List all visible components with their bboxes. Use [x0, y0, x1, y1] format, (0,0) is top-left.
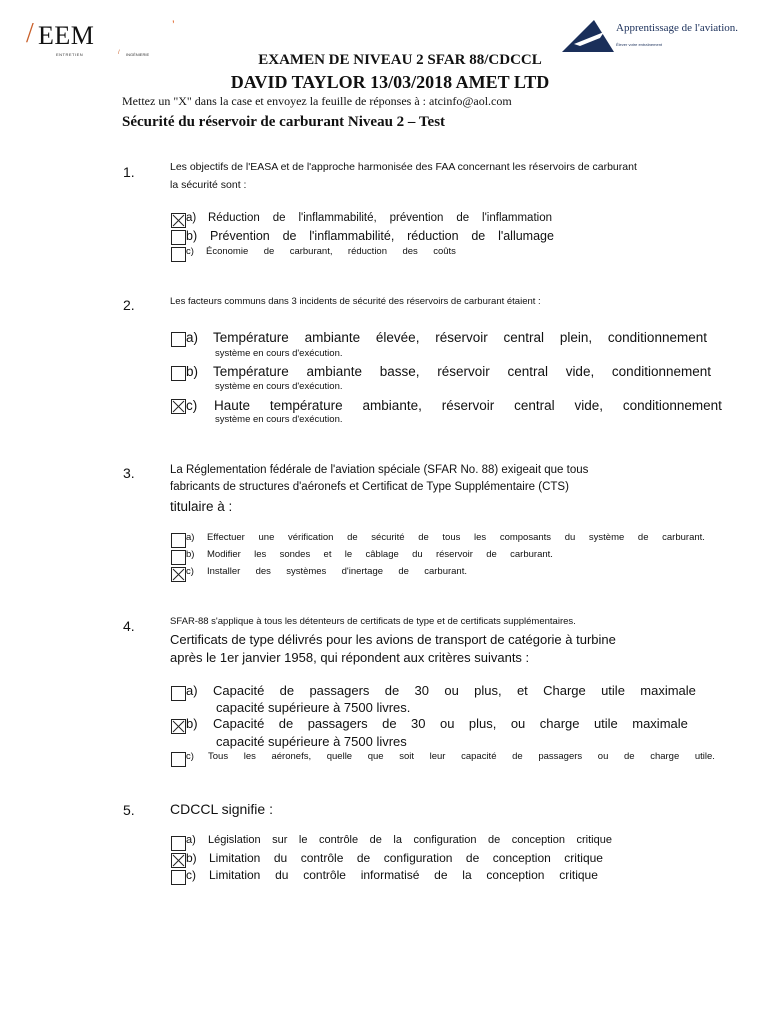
question-number: 5. — [123, 802, 135, 818]
question-text: Les facteurs communs dans 3 incidents de sécurité des réservoirs de carburant étaient : — [170, 296, 541, 307]
option-word: réservoir — [435, 549, 473, 560]
option-word: du — [564, 532, 576, 543]
option-word: réduction — [347, 246, 388, 257]
option-text — [207, 549, 553, 560]
option-word: et — [516, 683, 528, 698]
option-word: de — [512, 751, 523, 762]
option-word: Limitation — [209, 851, 261, 865]
option-text — [213, 330, 707, 345]
option-word: basse, — [379, 364, 420, 379]
option-word: sécurité — [371, 532, 405, 543]
option-word: Température — [213, 364, 289, 379]
option-word: coûts — [433, 246, 456, 257]
option-word: maximale — [632, 716, 688, 731]
option-word: passagers — [538, 751, 583, 762]
option-text — [206, 246, 456, 257]
option-word: 30 — [411, 716, 426, 731]
option-word: de — [471, 229, 486, 243]
option-word: de — [369, 834, 382, 846]
option-text — [208, 834, 612, 846]
option-letter: a) — [186, 532, 195, 543]
option-word: de — [488, 834, 501, 846]
option-word: de — [356, 851, 371, 865]
option-word: conditionnement — [611, 364, 711, 379]
option-continuation: capacité supérieure à 7500 livres — [216, 734, 407, 749]
option-word: de — [278, 716, 294, 731]
option-word: configuration — [383, 851, 453, 865]
option-word: tous — [442, 532, 461, 543]
option-word: l'allumage — [498, 229, 554, 243]
option-word: conception — [486, 868, 545, 882]
option-word: Législation — [208, 834, 261, 846]
option-word: de — [465, 851, 480, 865]
x-mark-icon — [172, 568, 185, 581]
instruction-text: Mettez un "X" dans la case et envoyez la feuille de réponses à : atcinfo@aol.com — [122, 94, 512, 108]
option-word: sondes — [279, 549, 311, 560]
option-word: maximale — [640, 683, 696, 698]
option-word: et — [323, 549, 332, 560]
option-word: Installer — [207, 566, 241, 577]
option-letter: c) — [186, 566, 194, 577]
option-word: conditionnement — [622, 398, 722, 413]
option-continuation: capacité supérieure à 7500 livres. — [216, 700, 411, 715]
option-word: le — [344, 549, 353, 560]
option-word: contrôle — [318, 834, 359, 846]
option-word: l'inflammabilité, — [309, 229, 395, 243]
option-word: du — [412, 549, 423, 560]
option-letter: a) — [186, 834, 196, 846]
option-word: central — [503, 330, 545, 345]
option-word: de — [418, 532, 429, 543]
option-word: Charge — [543, 683, 586, 698]
option-word: configuration — [413, 834, 477, 846]
option-word: ou — [597, 751, 609, 762]
question-number: 1. — [123, 164, 135, 180]
option-word: leur — [429, 751, 446, 762]
option-word: élevée, — [375, 330, 420, 345]
logo-name: Apprentissage de l'aviation. — [616, 22, 739, 34]
option-word: de — [347, 532, 358, 543]
option-word: critique — [559, 868, 598, 882]
option-word: critique — [576, 834, 612, 846]
option-letter: b) — [186, 716, 198, 731]
question-text: fabricants de structures d'aéronefs et Certificat de Type Supplémentaire (CTS) — [170, 481, 569, 493]
option-word: température — [269, 398, 343, 413]
option-word: du — [273, 851, 288, 865]
option-word: systèmes — [286, 566, 327, 577]
option-word: contrôle — [300, 851, 344, 865]
logo-divider-icon: / — [118, 50, 120, 56]
option-word: du — [275, 868, 289, 882]
option-word: prévention — [389, 212, 444, 224]
option-word: réduction — [407, 229, 459, 243]
option-word: de — [282, 229, 297, 243]
option-word: Modifier — [207, 549, 241, 560]
option-text — [207, 566, 467, 577]
answer-checkbox[interactable] — [171, 836, 186, 851]
option-word: ambiante, — [362, 398, 422, 413]
option-word: réservoir — [437, 364, 490, 379]
option-word: ou — [510, 716, 526, 731]
option-word: passagers — [307, 716, 368, 731]
option-word: plus, — [474, 683, 502, 698]
option-word: ou — [444, 683, 459, 698]
option-word: quelle — [326, 751, 353, 762]
option-word: réservoir — [435, 330, 488, 345]
option-text — [209, 851, 603, 865]
candidate-line: DAVID TAYLOR 13/03/2018 AMET LTD — [230, 72, 550, 92]
answer-checkbox[interactable] — [171, 870, 186, 885]
option-word: Économie — [206, 246, 249, 257]
logo-mark: EEM — [38, 21, 95, 50]
option-word: contrôle — [303, 868, 346, 882]
option-letter: b) — [186, 229, 198, 243]
answer-checkbox[interactable] — [171, 853, 186, 868]
logo-line-2: INGÉNIERIE — [126, 52, 150, 57]
logo-line-1: ENTRETIEN — [56, 52, 84, 57]
aircraft-triangle-icon — [560, 18, 616, 54]
question-text: après le 1er janvier 1958, qui répondent aux critères suivants : — [170, 650, 530, 665]
option-letter: a) — [186, 683, 198, 698]
test-subtitle: Sécurité du réservoir de carburant Niveau 2 – Test — [122, 114, 446, 130]
option-word: des — [402, 246, 418, 257]
answer-checkbox[interactable] — [171, 366, 186, 381]
option-word: les — [474, 532, 487, 543]
option-letter: b) — [186, 851, 197, 865]
logo-tagline: Élever votre entraînement — [616, 42, 663, 47]
option-word: Réduction — [208, 212, 260, 224]
option-letter: c) — [186, 246, 194, 257]
option-letter: c) — [186, 398, 198, 413]
question-text: la sécurité sont : — [170, 179, 247, 191]
option-word: capacité — [461, 751, 497, 762]
option-word: des — [255, 566, 271, 577]
option-word: la — [393, 834, 402, 846]
x-mark-icon — [172, 720, 185, 733]
option-word: de — [486, 549, 497, 560]
option-word: utile — [593, 716, 618, 731]
x-mark-icon — [172, 854, 185, 867]
option-word: carburant. — [662, 532, 705, 543]
option-word: sur — [272, 834, 288, 846]
option-word: la — [462, 868, 472, 882]
answer-checkbox[interactable] — [171, 230, 186, 245]
option-word: l'inflammabilité, — [298, 212, 377, 224]
option-word: de — [434, 868, 448, 882]
aviation-training-logo — [560, 16, 750, 56]
option-continuation: système en cours d'exécution. — [215, 414, 343, 425]
option-word: Température — [213, 330, 289, 345]
option-letter: c) — [186, 751, 194, 762]
option-word: de — [272, 212, 286, 224]
option-text — [207, 532, 705, 543]
option-word: que — [367, 751, 384, 762]
option-word: informatisé — [360, 868, 420, 882]
option-word: central — [507, 364, 548, 379]
option-word: vide, — [565, 364, 595, 379]
question-number: 4. — [123, 618, 135, 634]
option-word: système — [588, 532, 625, 543]
option-word: Tous — [208, 751, 229, 762]
option-word: critique — [564, 851, 603, 865]
answer-checkbox[interactable] — [171, 213, 186, 228]
option-word: conception — [492, 851, 551, 865]
option-text — [208, 751, 715, 762]
option-text — [213, 683, 696, 698]
answer-checkbox[interactable] — [171, 332, 186, 347]
option-word: ou — [439, 716, 455, 731]
answer-checkbox[interactable] — [171, 533, 186, 548]
option-word: Capacité — [213, 683, 265, 698]
option-word: aéronefs, — [271, 751, 312, 762]
answer-checkbox[interactable] — [171, 247, 186, 262]
option-word: utile. — [694, 751, 715, 762]
answer-checkbox[interactable] — [171, 567, 186, 582]
x-mark-icon — [172, 214, 185, 227]
option-word: de — [398, 566, 409, 577]
option-word: une — [258, 532, 275, 543]
option-continuation: système en cours d'exécution. — [215, 381, 343, 392]
answer-checkbox[interactable] — [171, 719, 186, 734]
option-word: le — [298, 834, 308, 846]
option-word: Capacité — [213, 716, 265, 731]
option-text — [208, 212, 552, 224]
question-text: Les objectifs de l'EASA et de l'approche harmonisée des FAA concernant les réservoirs de carburant — [170, 161, 637, 173]
option-word: charge — [650, 751, 680, 762]
option-word: central — [514, 398, 555, 413]
option-word: soit — [399, 751, 414, 762]
option-word: composants — [499, 532, 552, 543]
option-word: d'inertage — [341, 566, 384, 577]
option-word: de — [263, 246, 275, 257]
option-word: vérification — [288, 532, 334, 543]
answer-checkbox[interactable] — [171, 752, 186, 767]
option-word: plus, — [468, 716, 497, 731]
option-word: Prévention — [210, 229, 270, 243]
option-letter: b) — [186, 364, 199, 379]
option-text — [213, 364, 711, 379]
option-word: Effectuer — [207, 532, 245, 543]
option-text — [210, 229, 554, 243]
option-word: ambiante — [304, 330, 361, 345]
option-word: les — [254, 549, 267, 560]
option-word: ambiante — [306, 364, 363, 379]
option-word: les — [243, 751, 256, 762]
answer-checkbox[interactable] — [171, 550, 186, 565]
option-word: de — [456, 212, 470, 224]
answer-checkbox[interactable] — [171, 686, 186, 701]
option-letter: a) — [186, 212, 197, 224]
option-word: réservoir — [441, 398, 495, 413]
option-word: carburant. — [510, 549, 553, 560]
question-number: 3. — [123, 465, 135, 481]
option-word: carburant. — [424, 566, 467, 577]
option-word: de — [637, 532, 649, 543]
question-number: 2. — [123, 297, 135, 313]
exam-title: EXAMEN DE NIVEAU 2 SFAR 88/CDCCL — [258, 52, 542, 68]
option-word: Haute — [214, 398, 251, 413]
option-word: de — [623, 751, 635, 762]
option-text — [209, 868, 598, 882]
option-word: conditionnement — [607, 330, 707, 345]
option-word: Limitation — [209, 868, 261, 882]
option-word: 30 — [414, 683, 430, 698]
option-word: câblage — [365, 549, 399, 560]
option-word: carburant, — [289, 246, 333, 257]
option-letter: b) — [186, 549, 195, 560]
question-text: titulaire à : — [170, 499, 233, 514]
option-word: de — [382, 716, 397, 731]
logo-slash-icon: / — [26, 18, 34, 49]
option-text — [213, 716, 688, 731]
option-word: charge — [539, 716, 580, 731]
option-word: de — [279, 683, 295, 698]
option-letter: c) — [186, 868, 196, 882]
option-text — [214, 398, 722, 413]
question-text: SFAR-88 s'applique à tous les détenteurs de certificats de type et de certificats supplémentaires. — [170, 616, 576, 627]
option-word: l'inflammation — [482, 212, 552, 224]
x-mark-icon — [172, 400, 185, 413]
option-word: plein, — [559, 330, 593, 345]
option-word: de — [384, 683, 400, 698]
option-word: conception — [511, 834, 565, 846]
option-word: vide, — [574, 398, 603, 413]
option-word: passagers — [309, 683, 370, 698]
logo-accent-icon: ’ — [172, 18, 175, 32]
option-letter: a) — [186, 330, 199, 345]
option-continuation: système en cours d'exécution. — [215, 348, 343, 359]
question-text: Certificats de type délivrés pour les avions de transport de catégorie à turbine — [170, 632, 616, 647]
option-word: utile — [601, 683, 625, 698]
answer-checkbox[interactable] — [171, 399, 186, 414]
question-text: CDCCL signifie : — [170, 801, 273, 817]
question-text: La Réglementation fédérale de l'aviation spéciale (SFAR No. 88) exigeait que tous — [170, 464, 589, 476]
